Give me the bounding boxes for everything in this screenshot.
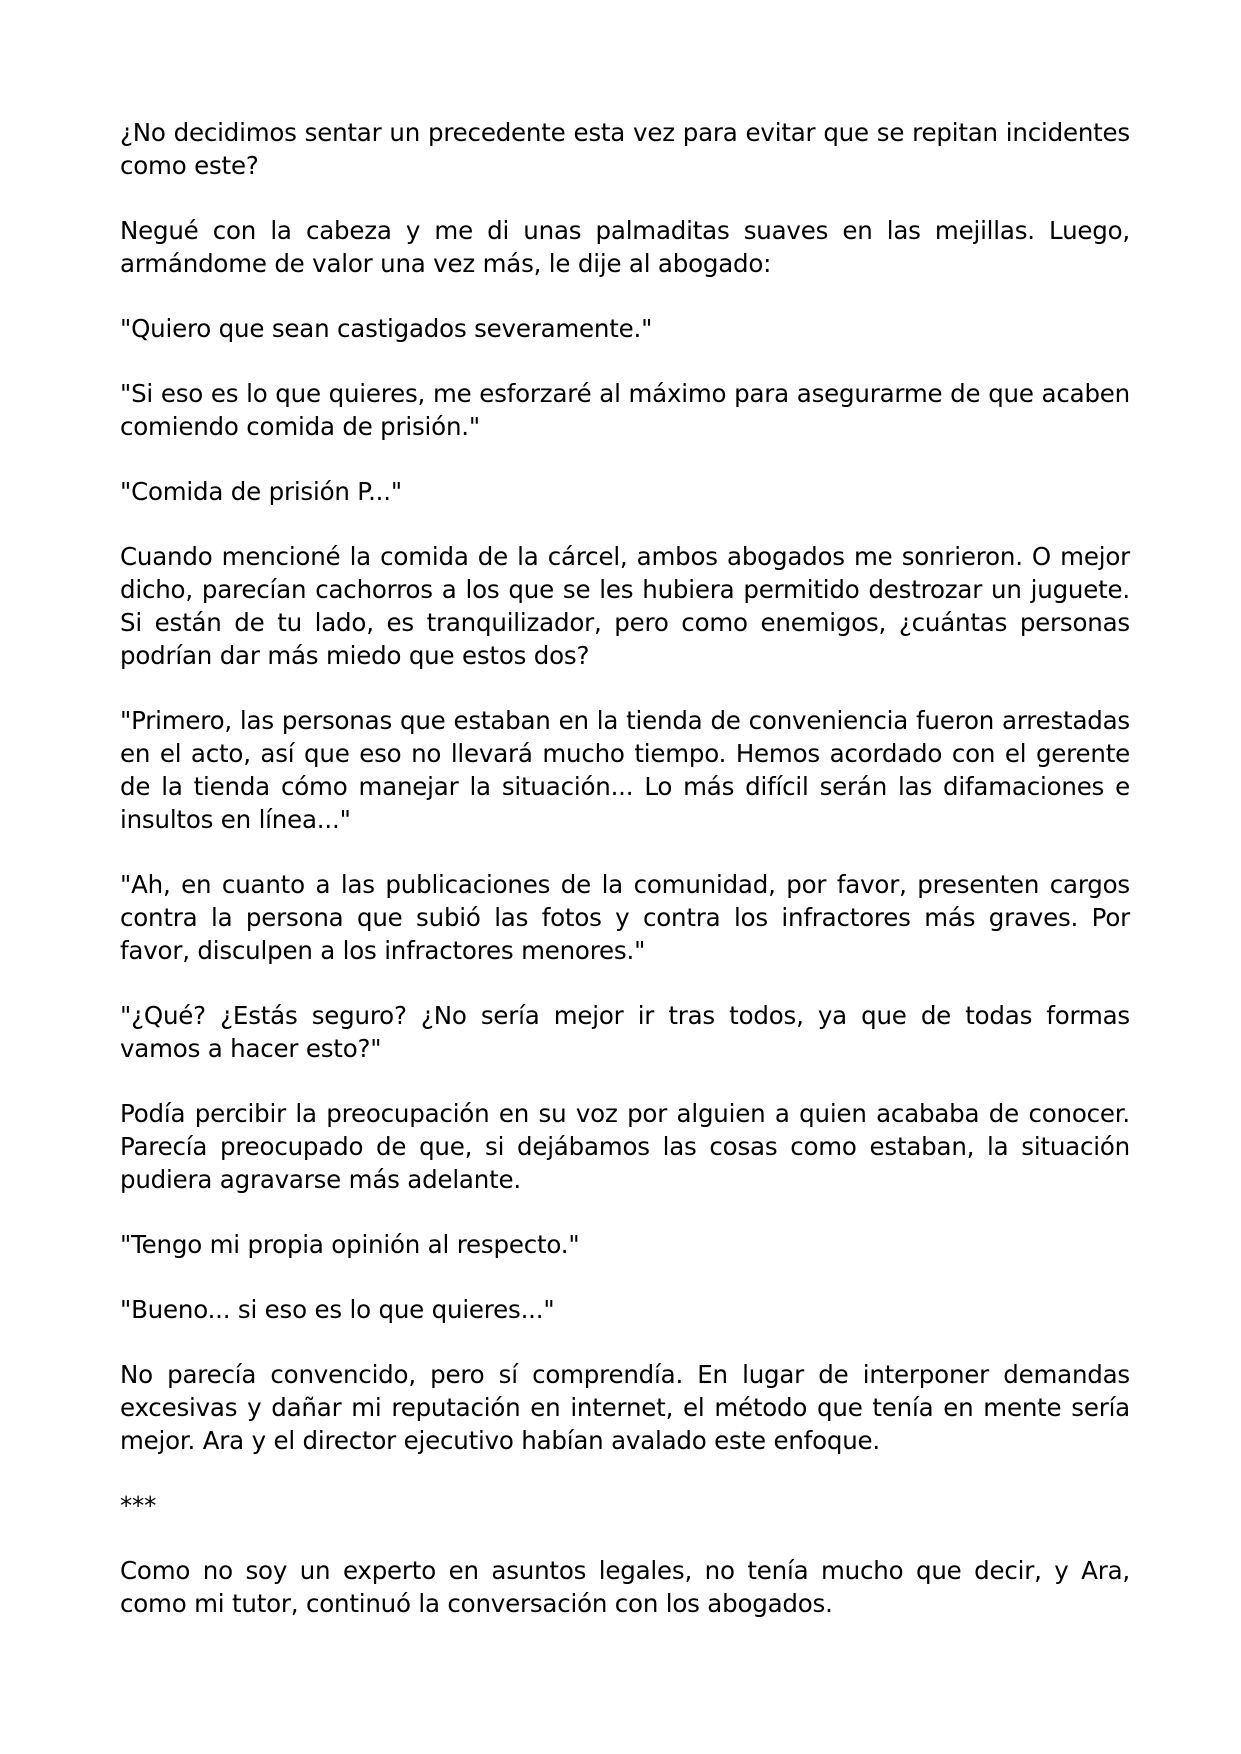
paragraph: Negué con la cabeza y me di unas palmaditas suaves en las mejillas. Luego, armándome de valor una vez más, le dije al abogado: — [120, 216, 1130, 278]
scene-break: *** — [120, 1491, 157, 1520]
paragraph: Podía percibir la preocupación en su voz por alguien a quien acababa de conocer. Parecía preocupado de que, si dejábamos las cosas como estaban, la situación pudiera agravarse más adelante. — [120, 1099, 1130, 1194]
paragraph: "Primero, las personas que estaban en la tienda de conveniencia fueron arrestadas en el acto, así que eso no llevará mucho tiempo. Hemos acordado con el gerente de la tienda cómo manejar la situación... Lo más difícil serán las difamaciones e insultos en línea..." — [120, 706, 1130, 834]
paragraph: "Ah, en cuanto a las publicaciones de la comunidad, por favor, presenten cargos contra la persona que subió las fotos y contra los infractores más graves. Por favor, disculpen a los infractores menores." — [120, 870, 1130, 965]
paragraph: "¿Qué? ¿Estás seguro? ¿No sería mejor ir tras todos, ya que de todas formas vamos a hacer esto?" — [120, 1001, 1130, 1063]
paragraph: ¿No decidimos sentar un precedente esta vez para evitar que se repitan incidentes como este? — [120, 118, 1130, 180]
paragraph: "Quiero que sean castigados severamente." — [120, 314, 653, 343]
paragraph: Cuando mencioné la comida de la cárcel, ambos abogados me sonrieron. O mejor dicho, parecían cachorros a los que se les hubiera permitido destrozar un juguete. Si están de tu lado, es tranquilizador, pero como enemigos, ¿cuántas personas podrían dar más miedo que estos dos? — [120, 542, 1130, 670]
paragraph: No parecía convencido, pero sí comprendía. En lugar de interponer demandas excesivas y dañar mi reputación en internet, el método que tenía en mente sería mejor. Ara y el director ejecutivo habían avalado este enfoque. — [120, 1360, 1130, 1455]
paragraph: "Bueno... si eso es lo que quieres..." — [120, 1295, 555, 1324]
paragraph: "Tengo mi propia opinión al respecto." — [120, 1230, 580, 1259]
paragraph: Como no soy un experto en asuntos legales, no tenía mucho que decir, y Ara, como mi tutor, continuó la conversación con los abogados. — [120, 1556, 1130, 1618]
paragraph: "Si eso es lo que quieres, me esforzaré al máximo para asegurarme de que acaben comiendo comida de prisión." — [120, 379, 1130, 441]
document-body — [120, 116, 1130, 1652]
paragraph: "Comida de prisión P..." — [120, 477, 402, 506]
